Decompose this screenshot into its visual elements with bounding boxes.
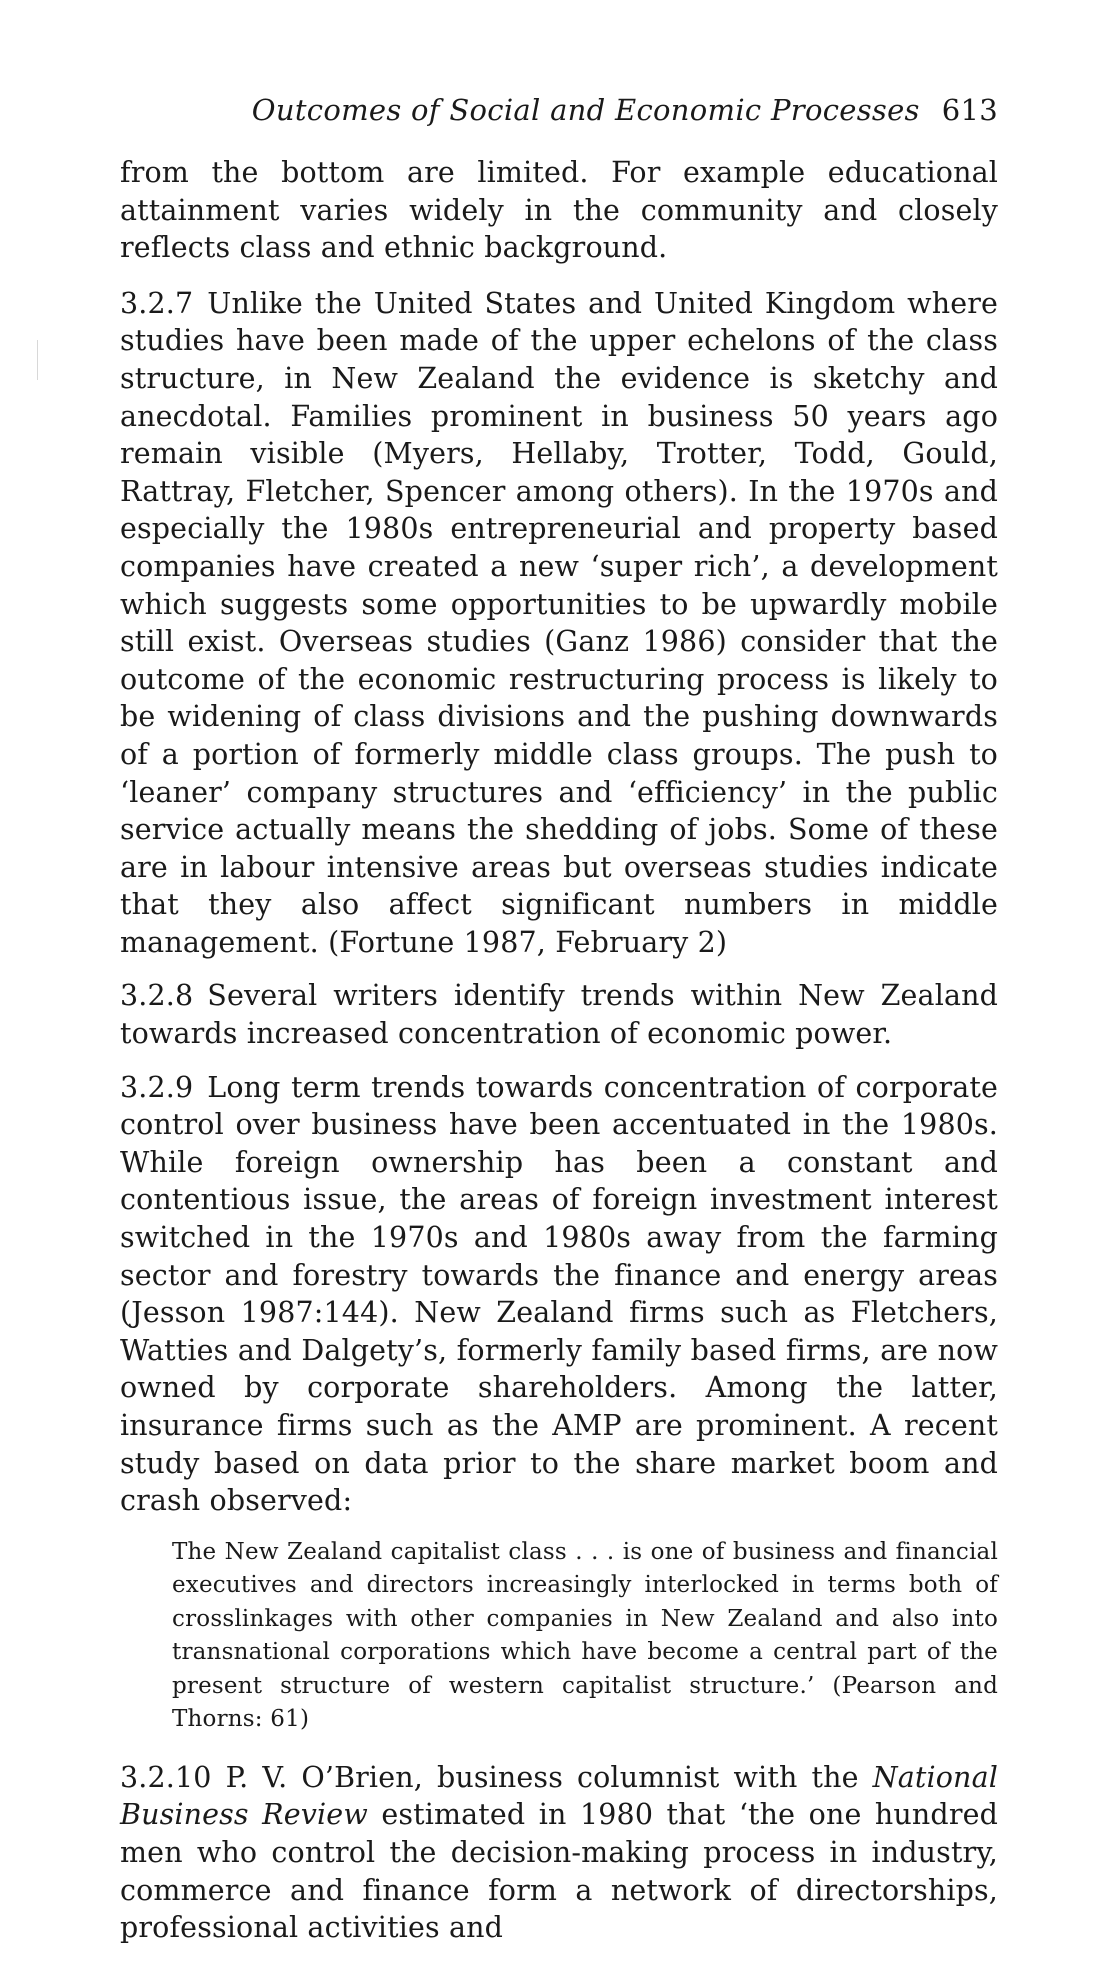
paragraph-3-2-7 — [120, 285, 998, 962]
section-number: 3.2.8 — [120, 979, 194, 1013]
running-title: Outcomes of Social and Economic Processes — [251, 93, 920, 127]
running-header — [120, 92, 998, 128]
section-number: 3.2.9 — [120, 1070, 194, 1104]
paragraph-3-2-7-text: Unlike the United States and United Kingdom where studies have been made of the upper echelons of the class structure, in New Zealand the evidence is sketchy and anecdotal. Families prominent in business 50 years ago remain visible (Myers, Hellaby, Trotter, Todd, Gould, Rattray, Fletcher, Spencer among others). In the 1970s and especially the 1980s entrepreneurial and property based companies have created a new ‘super rich’, a development which suggests some opportunities to be upwardly mobile still exist. Overseas studies (Ganz 1986) consider that the outcome of the economic restructuring process is likely to be widening of class divisions and the pushing downwards of a portion of formerly middle class groups. The push to ‘leaner’ company structures and ‘efficiency’ in the public service actually means the shedding of jobs. Some of these are in labour intensive areas but overseas studies indicate that they also affect significant numbers in middle management. (Fortune 1987, February 2) — [120, 286, 998, 959]
paragraph-3-2-10 — [120, 1759, 998, 1947]
section-number: 3.2.7 — [120, 286, 194, 320]
paragraph-opening — [120, 154, 998, 267]
block-quote — [172, 1536, 998, 1737]
paragraph-opening-text: from the bottom are limited. For example educational attainment varies widely in the community and closely reflects class and ethnic background. — [120, 156, 998, 265]
block-quote-text: The New Zealand capitalist class . . . is one of business and financial executives and directors increasingly interlocked in terms both of crosslinkages with other companies in New Zealand and also into transnational corporations which have become a central part of the present structure of western capitalist structure.’ (Pearson and Thorns: 61) — [172, 1538, 998, 1733]
publication-title: National Business Review — [120, 1760, 998, 1832]
paragraph-3-2-9-text: Long term trends towards concentration of corporate control over business have been accentuated in the 1980s. While foreign ownership has been a constant and contentious issue, the areas of foreign investment interest switched in the 1970s and 1980s away from the farming sector and forestry towards the finance and energy areas (Jesson 1987:144). New Zealand firms such as Fletchers, Watties and Dalgety’s, formerly family based firms, are now owned by corporate shareholders. Among the latter, insurance firms such as the AMP are prominent. A recent study based on data prior to the share market boom and crash observed: — [120, 1070, 998, 1518]
paragraph-3-2-8 — [120, 977, 998, 1052]
paragraph-3-2-10-text-before: P. V. O’Brien, business columnist with the — [225, 1760, 859, 1794]
paragraph-3-2-8-text: Several writers identify trends within New Zealand towards increased concentration of economic power. — [120, 979, 998, 1051]
paragraph-3-2-10-text-after: estimated in 1980 that ‘the one hundred men who control the decision-making process in industry, commerce and finance form a network of directorships, professional activities and — [120, 1798, 999, 1945]
paragraph-3-2-9 — [120, 1069, 998, 1520]
margin-mark — [37, 340, 38, 380]
page-number: 613 — [941, 93, 998, 127]
section-number: 3.2.10 — [120, 1760, 212, 1794]
document-page — [120, 92, 998, 1963]
